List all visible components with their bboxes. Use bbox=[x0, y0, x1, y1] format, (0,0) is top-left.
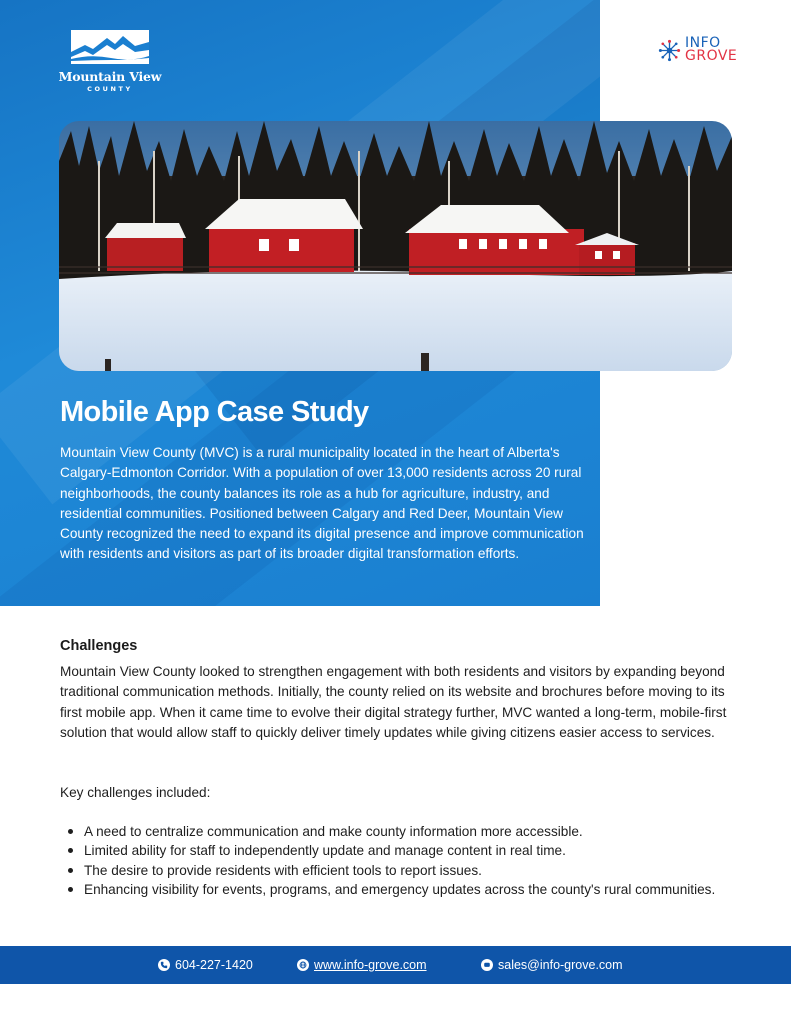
intro-paragraph: Mountain View County (MVC) is a rural municipality located in the heart of Alberta's Calgary-Edmonton Corridor. With a population of over 13,000 residents across 20 rural neighborhoods, the county balances its role as a hub for agriculture, industry, and residential communities. Positioned between Calgary and Red Deer, Mountain View County recognized the need to expand its digital presence and improve communication with residents and visitors as part of its broader digital transformation efforts. bbox=[60, 445, 584, 562]
list-item: Enhancing visibility for events, programs, and emergency updates across the county's rural communities. bbox=[66, 880, 746, 899]
contact-footer bbox=[0, 946, 791, 984]
key-challenges-list bbox=[66, 822, 746, 899]
tree-network-icon bbox=[658, 39, 681, 62]
footer-phone[interactable] bbox=[158, 958, 253, 972]
page-title: Mobile App Case Study bbox=[60, 396, 369, 428]
website-link[interactable]: www.info-grove.com bbox=[314, 958, 427, 972]
phone-icon bbox=[158, 959, 170, 971]
info-grove-logo bbox=[658, 37, 737, 63]
key-challenges-label: Key challenges included: bbox=[60, 785, 211, 800]
list-item: A need to centralize communication and make county information more accessible. bbox=[66, 822, 746, 841]
globe-icon bbox=[297, 959, 309, 971]
mountain-logo-icon bbox=[71, 30, 149, 64]
footer-website[interactable] bbox=[297, 958, 427, 972]
challenges-heading: Challenges bbox=[60, 638, 138, 654]
county-name: Mountain View bbox=[58, 69, 162, 84]
hero-photo bbox=[59, 121, 732, 371]
email-address[interactable]: sales@info-grove.com bbox=[498, 958, 623, 972]
partner-name-line1: INFO bbox=[685, 35, 721, 51]
list-item: Limited ability for staff to independently update and manage content in real time. bbox=[66, 841, 746, 860]
chat-icon bbox=[481, 959, 493, 971]
red-barns-winter-photo bbox=[59, 121, 732, 371]
phone-number: 604-227-1420 bbox=[175, 958, 253, 972]
mountain-view-county-logo bbox=[58, 30, 162, 93]
partner-name-line2: GROVE bbox=[685, 48, 738, 64]
county-subtitle: COUNTY bbox=[87, 85, 133, 93]
footer-email[interactable] bbox=[481, 958, 623, 972]
challenges-paragraph: Mountain View County looked to strengthen engagement with both residents and visitors by expanding beyond traditional communication methods. Initially, the county relied on its website and brochures before moving to its first mobile app. When it came time to evolve their digital strategy further, MVC wanted a long-term, mobile-first solution that would allow staff to quickly deliver timely updates while giving citizens easier access to services. bbox=[60, 664, 727, 740]
list-item: The desire to provide residents with efficient tools to report issues. bbox=[66, 861, 746, 880]
